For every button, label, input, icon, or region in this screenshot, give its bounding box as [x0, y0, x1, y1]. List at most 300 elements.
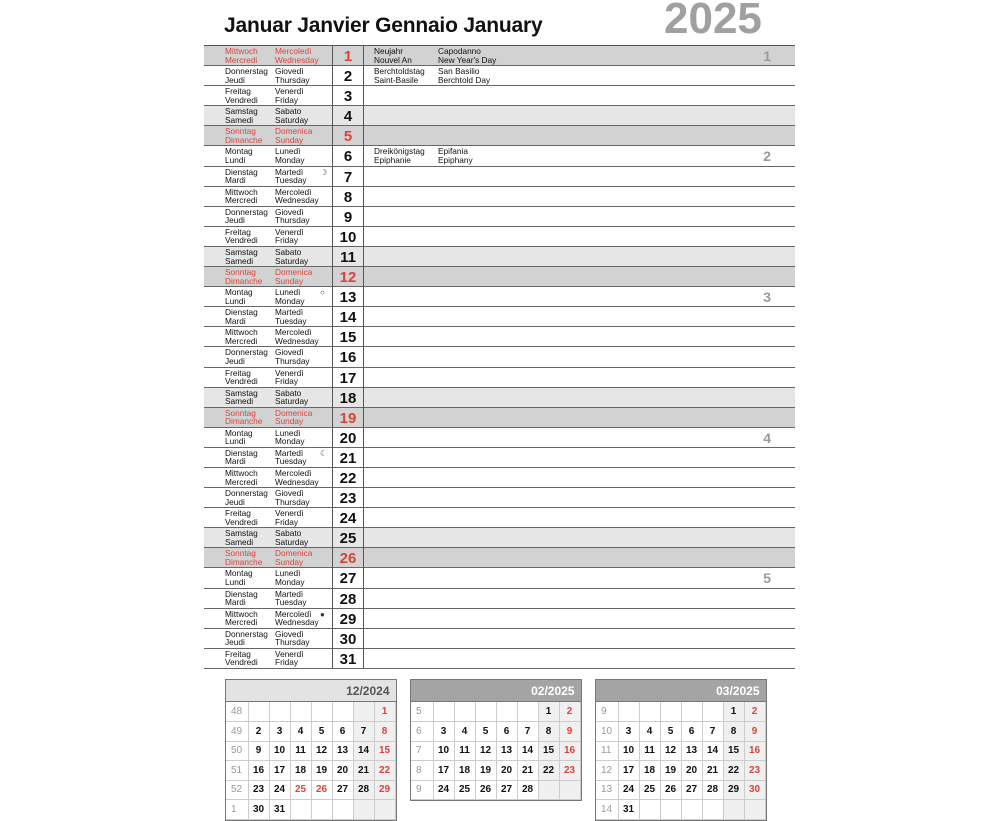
weekday-french: Samedi: [225, 255, 254, 266]
weekday-french: Vendredi: [225, 376, 258, 387]
weekday-de-fr: [225, 288, 253, 305]
mini-calendar-day: 21: [702, 761, 723, 781]
mini-calendar-week: [411, 780, 580, 800]
weekday-french: Lundi: [225, 436, 246, 447]
day-row: [204, 146, 795, 166]
day-row: [204, 629, 795, 649]
mini-calendar-week: [411, 702, 580, 722]
day-number: 19: [332, 408, 364, 428]
mini-calendar-day: [290, 702, 311, 722]
weekday-de-fr: [225, 87, 258, 104]
mini-calendar-day: 4: [639, 722, 660, 742]
mini-calendar-day: 10: [433, 741, 454, 761]
mini-calendar-day: 8: [374, 722, 395, 742]
weekday-german: Sonntag: [225, 548, 256, 559]
weekday-english: Wednesday: [275, 335, 319, 346]
weekday-de-fr: [225, 630, 268, 647]
day-row: [204, 468, 795, 488]
mini-calendar-day: 3: [618, 722, 639, 742]
weekday-italian: Sabato: [275, 106, 302, 117]
weekday-italian: Giovedì: [275, 347, 304, 358]
day-number: 15: [332, 327, 364, 347]
weekday-italian: Mercoledì: [275, 467, 312, 478]
day-list: [204, 45, 795, 669]
holiday-it-en: [438, 47, 496, 64]
weekday-english: Wednesday: [275, 195, 319, 206]
weekday-de-fr: [225, 509, 258, 526]
weekday-it-en: [275, 590, 307, 607]
mini-calendar-day: [311, 800, 332, 820]
weekday-english: Sunday: [275, 556, 304, 567]
day-number: 3: [332, 86, 364, 106]
weekday-french: Jeudi: [225, 637, 245, 648]
day-number: 25: [332, 528, 364, 548]
weekday-de-fr: [225, 489, 268, 506]
mini-calendar-day: 26: [311, 780, 332, 800]
weekday-french: Jeudi: [225, 356, 245, 366]
weekday-french: Mardi: [225, 597, 246, 608]
day-row: [204, 508, 795, 528]
calendar-week-number: 49: [226, 722, 248, 742]
day-number: 9: [332, 207, 364, 227]
mini-calendar-day: 22: [374, 761, 395, 781]
weekday-italian: Lunedì: [275, 146, 301, 157]
weekday-it-en: [275, 107, 308, 124]
weekday-de-fr: [225, 208, 268, 225]
mini-calendar-day: 3: [433, 722, 454, 742]
weekday-german: Donnerstag: [225, 66, 268, 77]
mini-calendar-day: 15: [374, 741, 395, 761]
weekday-english: Friday: [275, 376, 299, 387]
mini-calendar-day: 19: [660, 761, 681, 781]
moon-phase-icon: ●: [320, 609, 325, 619]
weekday-de-fr: [225, 469, 258, 486]
day-number: 11: [332, 247, 364, 267]
mini-calendar-day: 25: [454, 780, 475, 800]
mini-calendar-day: 6: [496, 722, 517, 742]
weekday-it-en: [275, 630, 310, 647]
holiday-de-fr: [374, 147, 425, 164]
calendar-week-number: 51: [226, 761, 248, 781]
mini-calendar-day: 5: [475, 722, 496, 742]
weekday-it-en: [275, 429, 305, 446]
weekday-french: Mercredi: [225, 476, 258, 487]
mini-calendar-day: 17: [433, 761, 454, 781]
mini-calendar-day: 19: [475, 761, 496, 781]
weekday-italian: Martedì: [275, 447, 304, 458]
mini-calendar-day: 13: [332, 741, 353, 761]
weekday-french: Samedi: [225, 536, 254, 547]
calendar-week-number: 11: [596, 741, 618, 761]
weekday-italian: Giovedì: [275, 66, 304, 77]
mini-calendar-week: [596, 741, 765, 761]
mini-calendar-week: [596, 800, 765, 820]
day-number: 13: [332, 287, 364, 307]
mini-calendar-day: 26: [660, 780, 681, 800]
mini-calendar-week: [411, 722, 580, 742]
weekday-french: Vendredi: [225, 657, 258, 668]
holiday-french: Nouvel An: [374, 54, 412, 65]
weekday-french: Mercredi: [225, 54, 258, 65]
weekday-de-fr: [225, 188, 258, 205]
calendar-week-number: 5: [411, 702, 433, 722]
week-number: 5: [763, 570, 771, 587]
day-number: 1: [332, 46, 364, 66]
weekday-german: Samstag: [225, 528, 258, 539]
day-row: [204, 207, 795, 227]
weekday-de-fr: [225, 409, 262, 426]
weekday-de-fr: [225, 590, 258, 607]
day-row: [204, 528, 795, 548]
mini-calendar-day: 1: [374, 702, 395, 722]
calendar-week-number: 12: [596, 761, 618, 781]
weekday-italian: Venerdì: [275, 226, 304, 237]
mini-calendar-day: 29: [374, 780, 395, 800]
weekday-french: Dimanche: [225, 275, 263, 286]
mini-calendar-day: [475, 702, 496, 722]
weekday-de-fr: [225, 569, 253, 586]
weekday-german: Donnerstag: [225, 206, 268, 217]
weekday-it-en: [275, 308, 307, 325]
day-row: [204, 106, 795, 126]
weekday-english: Thursday: [275, 637, 310, 648]
day-number: 2: [332, 66, 364, 86]
weekday-english: Sunday: [275, 134, 304, 145]
weekday-french: Mardi: [225, 456, 246, 467]
weekday-de-fr: [225, 228, 258, 245]
weekday-italian: Giovedì: [275, 488, 304, 499]
weekday-english: Thursday: [275, 215, 310, 226]
weekday-german: Samstag: [225, 246, 258, 257]
weekday-italian: Venerdì: [275, 367, 304, 378]
mini-calendar-day: 25: [290, 780, 311, 800]
weekday-italian: Giovedì: [275, 206, 304, 217]
weekday-german: Freitag: [225, 648, 251, 659]
mini-calendar-day: 16: [248, 761, 269, 781]
weekday-de-fr: [225, 549, 262, 566]
weekday-italian: Domenica: [275, 548, 313, 559]
weekday-german: Montag: [225, 427, 253, 438]
weekday-it-en: [275, 87, 304, 104]
weekday-it-en: [275, 47, 319, 64]
mini-calendar-day: 28: [353, 780, 374, 800]
holiday-it-en: [438, 147, 473, 164]
mini-calendar-day: 10: [269, 741, 290, 761]
weekday-english: Sunday: [275, 275, 304, 286]
weekday-it-en: [275, 549, 312, 566]
calendar-week-number: 7: [411, 741, 433, 761]
weekday-english: Friday: [275, 657, 299, 668]
day-number: 16: [332, 347, 364, 367]
weekday-it-en: [275, 248, 308, 265]
holiday-german: Neujahr: [374, 46, 404, 56]
weekday-german: Montag: [225, 568, 253, 579]
mini-calendar-day: 8: [723, 722, 744, 742]
mini-calendar-day: 11: [290, 741, 311, 761]
mini-calendar-day: 11: [639, 741, 660, 761]
holiday-german: Berchtoldstag: [374, 66, 425, 77]
calendar-week-number: 14: [596, 800, 618, 820]
weekday-it-en: [275, 650, 304, 667]
day-number: 26: [332, 548, 364, 568]
weekday-italian: Mercoledì: [275, 327, 312, 338]
weekday-french: Mardi: [225, 175, 246, 186]
weekday-german: Montag: [225, 146, 253, 157]
mini-calendar-day: [353, 800, 374, 820]
mini-calendar-day: 5: [311, 722, 332, 742]
mini-calendar-header: 03/2025: [596, 680, 766, 702]
day-number: 7: [332, 167, 364, 187]
mini-calendar-day: 10: [618, 741, 639, 761]
day-row: [204, 548, 795, 568]
weekday-german: Dienstag: [225, 588, 258, 599]
weekday-english: Thursday: [275, 356, 310, 366]
mini-calendar-day: 4: [454, 722, 475, 742]
mini-calendar-december-2024: [225, 679, 397, 821]
weekday-english: Thursday: [275, 496, 310, 507]
weekday-italian: Lunedì: [275, 568, 301, 579]
mini-calendar-day: 25: [639, 780, 660, 800]
weekday-it-en: [275, 369, 304, 386]
mini-calendar-day: [660, 800, 681, 820]
holiday-english: Epiphany: [438, 155, 473, 166]
day-row: [204, 347, 795, 367]
weekday-italian: Domenica: [275, 407, 313, 418]
mini-calendar-day: [681, 702, 702, 722]
calendar-week-number: 9: [411, 780, 433, 800]
page-title: Januar Janvier Gennaio January: [224, 14, 543, 37]
day-row: [204, 86, 795, 106]
mini-calendar-week: [596, 722, 765, 742]
weekday-german: Mittwoch: [225, 608, 258, 619]
day-number: 24: [332, 508, 364, 528]
weekday-french: Vendredi: [225, 94, 258, 105]
weekday-english: Wednesday: [275, 476, 319, 487]
weekday-it-en: [275, 610, 319, 627]
mini-calendar-day: 1: [723, 702, 744, 722]
day-row: [204, 247, 795, 267]
mini-calendar-day: 3: [269, 722, 290, 742]
day-number: 17: [332, 368, 364, 388]
weekday-italian: Mercoledì: [275, 186, 312, 197]
weekday-italian: Lunedì: [275, 427, 301, 438]
mini-calendar-day: 23: [744, 761, 765, 781]
mini-calendar-day: [559, 780, 580, 800]
weekday-french: Mercredi: [225, 617, 258, 628]
weekday-german: Samstag: [225, 106, 258, 117]
week-number: 4: [763, 429, 771, 446]
calendar-week-number: 52: [226, 780, 248, 800]
holiday-de-fr: [374, 47, 412, 64]
mini-calendar-day: 9: [744, 722, 765, 742]
weekday-italian: Venerdì: [275, 648, 304, 659]
weekday-english: Friday: [275, 94, 299, 105]
holiday-german: Dreikönigstag: [374, 146, 425, 157]
day-row: [204, 66, 795, 86]
weekday-italian: Giovedì: [275, 628, 304, 639]
weekday-german: Mittwoch: [225, 327, 258, 338]
weekday-german: Mittwoch: [225, 186, 258, 197]
mini-calendar-day: 21: [517, 761, 538, 781]
weekday-it-en: [275, 529, 308, 546]
weekday-italian: Martedì: [275, 166, 304, 177]
day-number: 18: [332, 388, 364, 408]
weekday-de-fr: [225, 369, 258, 386]
weekday-it-en: [275, 348, 310, 365]
weekday-de-fr: [225, 268, 262, 285]
weekday-italian: Domenica: [275, 267, 313, 278]
weekday-english: Monday: [275, 155, 305, 166]
day-row: [204, 267, 795, 287]
mini-calendar-day: 20: [681, 761, 702, 781]
mini-calendar-day: [517, 702, 538, 722]
week-number: 3: [763, 289, 771, 306]
mini-calendar-day: [353, 702, 374, 722]
weekday-english: Saturday: [275, 114, 309, 125]
day-row: [204, 428, 795, 448]
mini-calendar-day: 16: [559, 741, 580, 761]
weekday-english: Monday: [275, 577, 305, 588]
day-row: [204, 609, 795, 629]
mini-calendar-day: 4: [290, 722, 311, 742]
calendar-week-number: 8: [411, 761, 433, 781]
mini-calendar-week: [226, 741, 395, 761]
day-number: 30: [332, 629, 364, 649]
mini-calendar-day: 9: [248, 741, 269, 761]
weekday-italian: Sabato: [275, 528, 302, 539]
day-number: 27: [332, 568, 364, 588]
mini-calendar-day: 31: [618, 800, 639, 820]
weekday-italian: Mercoledì: [275, 608, 312, 619]
weekday-english: Wednesday: [275, 54, 319, 65]
weekday-italian: Sabato: [275, 387, 302, 398]
mini-calendar-day: [248, 702, 269, 722]
mini-calendar-day: [618, 702, 639, 722]
day-row: [204, 589, 795, 609]
weekday-french: Mercredi: [225, 195, 258, 206]
mini-calendar-day: 17: [618, 761, 639, 781]
mini-calendar-day: 26: [475, 780, 496, 800]
mini-calendar-day: 18: [454, 761, 475, 781]
weekday-german: Freitag: [225, 508, 251, 519]
weekday-english: Saturday: [275, 396, 309, 407]
mini-calendar-day: [538, 780, 559, 800]
week-number: 1: [763, 48, 771, 64]
day-row: [204, 568, 795, 588]
weekday-english: Monday: [275, 436, 305, 447]
mini-calendar-day: 23: [559, 761, 580, 781]
day-row: [204, 649, 795, 669]
mini-calendar-day: 27: [332, 780, 353, 800]
mini-calendar-day: 28: [702, 780, 723, 800]
mini-calendar-week: [226, 702, 395, 722]
mini-calendar-day: 13: [496, 741, 517, 761]
holiday-de-fr: [374, 67, 425, 84]
weekday-it-en: [275, 389, 308, 406]
mini-calendar-day: 28: [517, 780, 538, 800]
mini-calendar-day: 12: [311, 741, 332, 761]
weekday-english: Tuesday: [275, 175, 307, 186]
day-row: [204, 126, 795, 146]
mini-calendar-day: 8: [538, 722, 559, 742]
mini-calendar-day: [496, 702, 517, 722]
weekday-it-en: [275, 127, 312, 144]
mini-calendar-week: [226, 800, 395, 820]
weekday-it-en: [275, 188, 319, 205]
mini-calendar-day: [332, 702, 353, 722]
weekday-english: Wednesday: [275, 617, 319, 628]
weekday-english: Thursday: [275, 74, 310, 85]
mini-calendar-day: 6: [332, 722, 353, 742]
mini-calendar-day: 14: [702, 741, 723, 761]
weekday-de-fr: [225, 449, 258, 466]
day-number: 31: [332, 649, 364, 669]
weekday-german: Dienstag: [225, 166, 258, 177]
mini-calendar-day: 24: [618, 780, 639, 800]
day-row: [204, 488, 795, 508]
weekday-it-en: [275, 509, 304, 526]
weekday-english: Saturday: [275, 536, 309, 547]
day-number: 6: [332, 146, 364, 166]
weekday-it-en: [275, 449, 307, 466]
day-number: 14: [332, 307, 364, 327]
weekday-german: Samstag: [225, 387, 258, 398]
mini-calendar-week: [596, 780, 765, 800]
mini-calendar-day: 30: [744, 780, 765, 800]
weekday-french: Samedi: [225, 396, 254, 407]
weekday-de-fr: [225, 389, 258, 406]
weekday-german: Donnerstag: [225, 347, 268, 358]
weekday-de-fr: [225, 348, 268, 365]
holiday-english: Berchtold Day: [438, 74, 491, 85]
day-row: [204, 368, 795, 388]
weekday-english: Friday: [275, 235, 299, 246]
weekday-french: Dimanche: [225, 416, 263, 427]
moon-phase-icon: ○: [320, 288, 325, 298]
weekday-french: Lundi: [225, 577, 246, 588]
mini-calendar-week: [226, 722, 395, 742]
mini-calendar-day: 20: [332, 761, 353, 781]
calendar-week-number: 1: [226, 800, 248, 820]
weekday-german: Freitag: [225, 367, 251, 378]
weekday-it-en: [275, 208, 310, 225]
calendar-week-number: 48: [226, 702, 248, 722]
weekday-french: Dimanche: [225, 134, 263, 145]
weekday-german: Mittwoch: [225, 467, 258, 478]
mini-calendar-day: [290, 800, 311, 820]
mini-calendar-day: [639, 702, 660, 722]
moon-phase-icon: ☾: [320, 448, 328, 458]
calendar-week-number: 6: [411, 722, 433, 742]
weekday-it-en: [275, 228, 304, 245]
day-number: 29: [332, 609, 364, 629]
mini-calendar-day: 24: [269, 780, 290, 800]
mini-calendar-february-2025: [410, 679, 582, 801]
weekday-german: Freitag: [225, 226, 251, 237]
mini-calendar-header: 12/2024: [226, 680, 396, 702]
mini-calendar-day: 21: [353, 761, 374, 781]
weekday-de-fr: [225, 328, 258, 345]
weekday-french: Lundi: [225, 295, 246, 306]
mini-calendar-day: [744, 800, 765, 820]
mini-calendar-day: 1: [538, 702, 559, 722]
weekday-de-fr: [225, 429, 253, 446]
day-number: 23: [332, 488, 364, 508]
weekday-italian: Lunedì: [275, 287, 301, 298]
weekday-french: Jeudi: [225, 74, 245, 85]
weekday-german: Sonntag: [225, 267, 256, 278]
weekday-it-en: [275, 328, 319, 345]
